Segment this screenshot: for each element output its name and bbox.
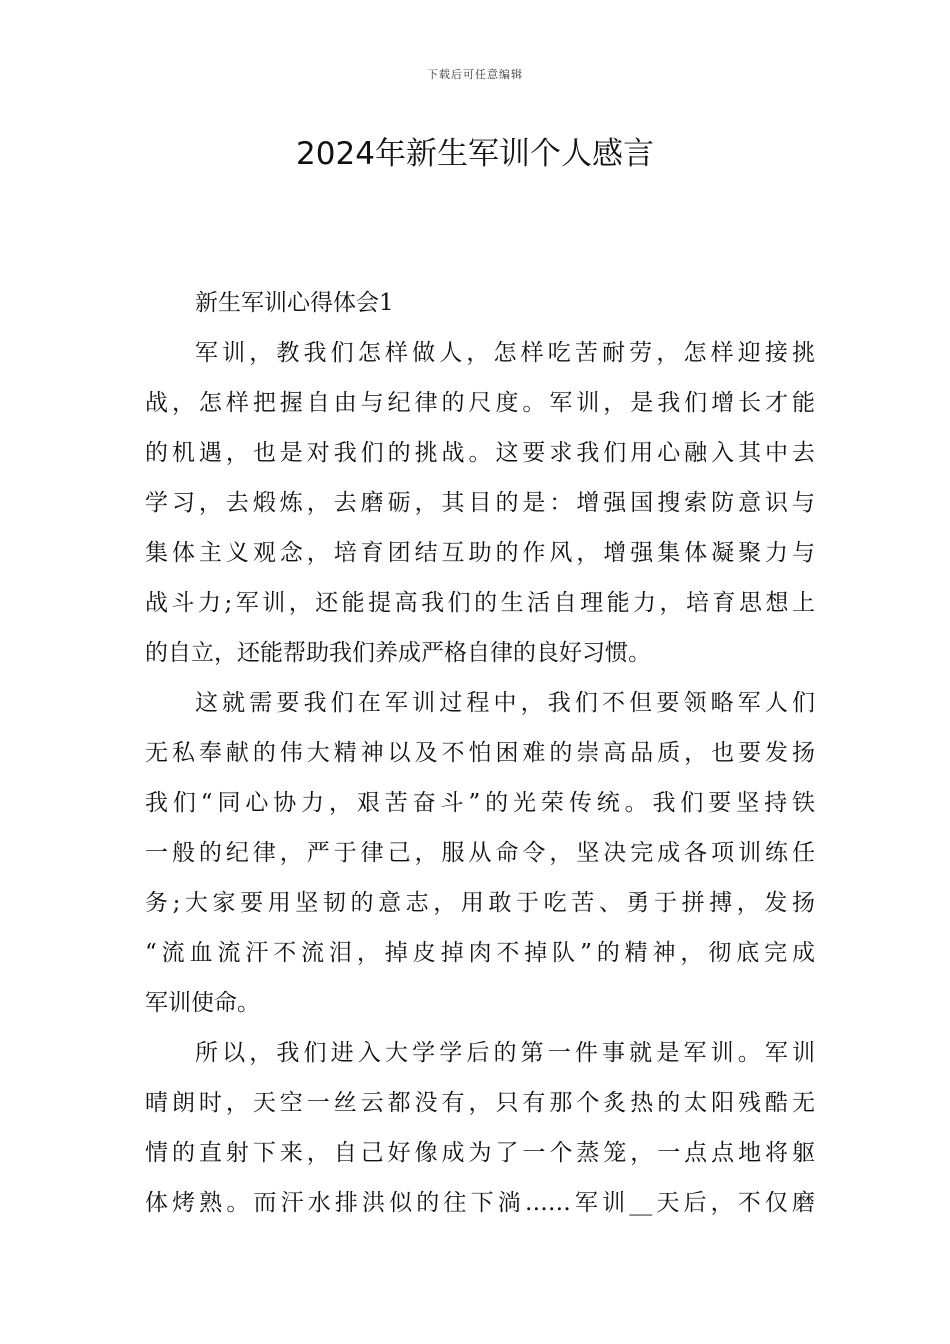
section-subheading: 新生军训心得体会1 xyxy=(195,290,394,316)
paragraph-line: 一般的纪律，严于律己，服从命令，坚决完成各项训练任 xyxy=(145,840,815,866)
header-note: 下载后可任意编辑 xyxy=(427,68,523,81)
paragraph-line: 情的直射下来，自己好像成为了一个蒸笼，一点点地将躯 xyxy=(145,1140,815,1166)
page-title: 2024年新生军训个人感言 xyxy=(296,136,654,172)
paragraph-3 xyxy=(145,1028,815,1228)
paragraph-line: 战斗力;军训，还能提高我们的生活自理能力，培育思想上 xyxy=(145,590,815,616)
paragraph-1 xyxy=(145,328,815,678)
paragraph-line: 军训，教我们怎样做人，怎样吃苦耐劳，怎样迎接挑 xyxy=(195,340,815,366)
paragraph-2 xyxy=(145,678,815,1028)
paragraph-line: 无私奉献的伟大精神以及不怕困难的崇高品质，也要发扬 xyxy=(145,740,815,766)
paragraph-line: 的机遇，也是对我们的挑战。这要求我们用心融入其中去 xyxy=(145,440,815,466)
paragraph-line: 体烤熟。而汗水排洪似的往下淌……军训__天后，不仅磨 xyxy=(145,1190,815,1216)
document-body xyxy=(145,278,815,1228)
paragraph-line: 我们“同心协力，艰苦奋斗”的光荣传统。我们要坚持铁 xyxy=(145,790,815,816)
paragraph-line: 这就需要我们在军训过程中，我们不但要领略军人们 xyxy=(195,690,815,716)
paragraph-line: 战，怎样把握自由与纪律的尺度。军训，是我们增长才能 xyxy=(145,390,815,416)
paragraph-line: 学习，去煅炼，去磨砺，其目的是：增强国搜索防意识与 xyxy=(145,490,815,516)
paragraph-line: 所以，我们进入大学学后的第一件事就是军训。军训 xyxy=(195,1040,815,1066)
paragraph-line: 务;大家要用坚韧的意志，用敢于吃苦、勇于拼搏，发扬 xyxy=(145,890,815,916)
paragraph-line: 的自立，还能帮助我们养成严格自律的良好习惯。 xyxy=(145,640,651,666)
paragraph-line: “流血流汗不流泪，掉皮掉肉不掉队”的精神，彻底完成 xyxy=(145,940,815,966)
paragraph-line: 集体主义观念，培育团结互助的作风，增强集体凝聚力与 xyxy=(145,540,815,566)
paragraph-line: 晴朗时，天空一丝云都没有，只有那个炙热的太阳残酷无 xyxy=(145,1090,815,1116)
paragraph-line: 军训使命。 xyxy=(145,990,260,1016)
